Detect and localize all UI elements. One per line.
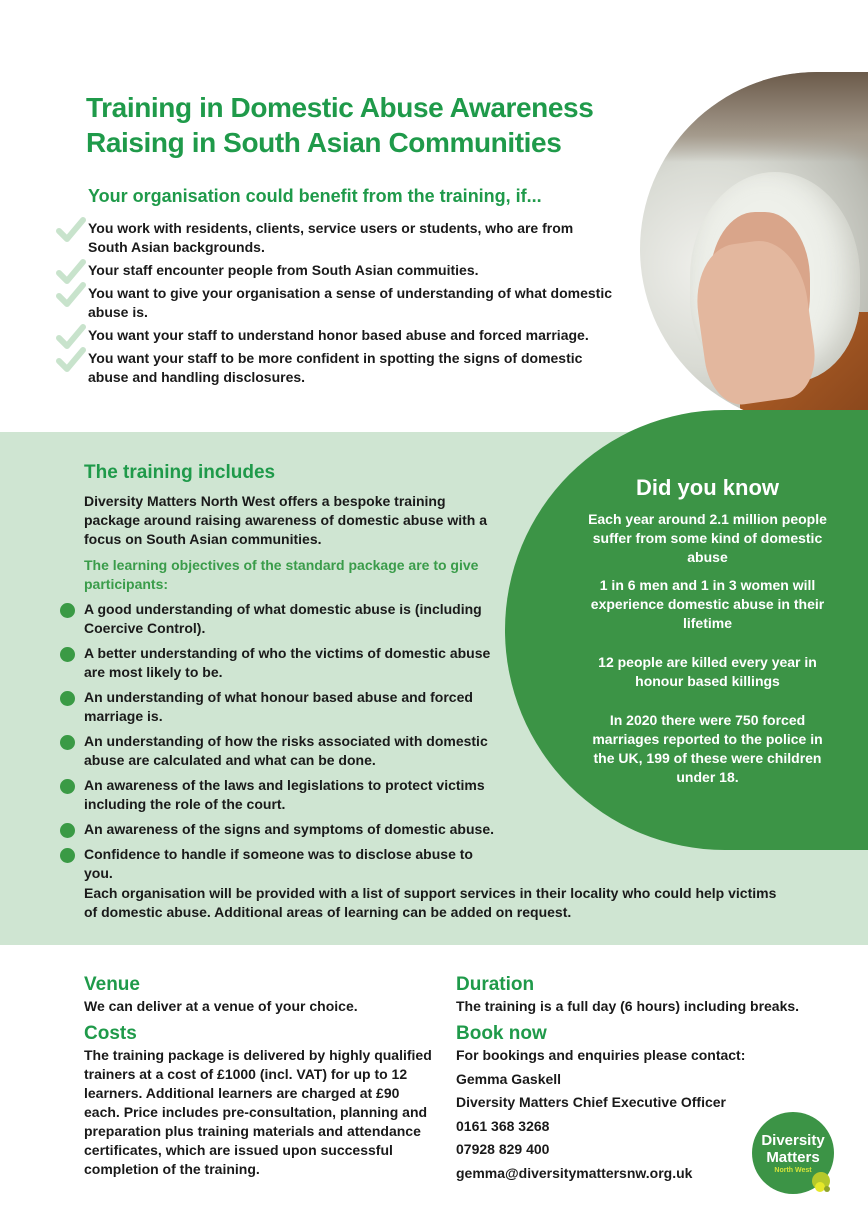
benefit-text: Your staff encounter people from South Asian commuities. (88, 262, 479, 278)
booking-lead: For bookings and enquiries please contact: (456, 1047, 746, 1063)
objective-text: A better understanding of who the victims of domestic abuse are most likely to be. (84, 645, 491, 680)
objective-item (60, 732, 500, 770)
objective-item (60, 845, 500, 883)
objective-item (60, 644, 500, 682)
did-you-know-panel (585, 474, 830, 796)
benefit-text: You want your staff to understand honor based abuse and forced marriage. (88, 327, 589, 343)
benefits-subtitle: Your organisation could benefit from the training, if... (88, 186, 542, 206)
contact-name: Gemma Gaskell (456, 1070, 562, 1087)
logo-text-line-2: Matters (766, 1149, 820, 1166)
did-you-know-title: Did you know (636, 475, 779, 500)
bullet-dot-icon (60, 779, 75, 794)
benefit-text: You want your staff to be more confident in spotting the signs of domestic abuse and handling disclosures. (88, 350, 583, 385)
contact-phone-landline[interactable]: 0161 368 3268 (456, 1117, 550, 1134)
diversity-matters-logo (752, 1112, 834, 1194)
venue-text: We can deliver at a venue of your choice. (84, 998, 358, 1014)
objective-text: A good understanding of what domestic abuse is (including Coercive Control). (84, 601, 482, 636)
check-icon (56, 217, 86, 243)
benefit-item (56, 284, 616, 322)
benefit-text: You work with residents, clients, service users or students, who are from South Asian backgrounds. (88, 220, 574, 255)
venue-heading: Venue (84, 974, 140, 995)
objective-text: An awareness of the signs and symptoms of domestic abuse. (84, 821, 494, 837)
objective-text: Confidence to handle if someone was to disclose abuse to you. (84, 846, 473, 881)
objective-item (60, 776, 500, 814)
title-line-2: Raising in South Asian Communities (86, 127, 562, 158)
bullet-dot-icon (60, 823, 75, 838)
fact-item: 12 people are killed every year in honour based killings (598, 654, 817, 689)
benefit-item (56, 349, 616, 387)
logo-text-line-3: North West (774, 1167, 812, 1174)
title-line-1: Training in Domestic Abuse Awareness (86, 92, 594, 123)
objectives-list (60, 600, 500, 889)
support-services-note: Each organisation will be provided with a list of support services in their locality who could help victims of domestic abuse. Additional areas of learning can be added on request. (84, 885, 777, 920)
bullet-dot-icon (60, 735, 75, 750)
contact-role: Diversity Matters Chief Executive Officer (456, 1094, 726, 1110)
photo-wall-shadow (640, 72, 868, 162)
bullet-dot-icon (60, 603, 75, 618)
check-icon (56, 347, 86, 373)
benefit-item (56, 326, 616, 345)
training-intro: Diversity Matters North West offers a bespoke training package around raising awareness of domestic abuse with a focus on South Asian communities. (84, 493, 488, 547)
venue-costs-column (84, 973, 434, 1179)
fact-item: Each year around 2.1 million people suffer from some kind of domestic abuse (588, 511, 827, 565)
training-includes-heading: The training includes (84, 462, 276, 483)
costs-text: The training package is delivered by highly qualified trainers at a cost of £1000 (incl. VAT) for up to 12 learners. Additional learners are charged at £90 each. Price includes pre-consultation, planning and preparation plus training materials and attendance certificates, which are issued upon successful completion of the training. (84, 1047, 432, 1177)
bullet-dot-icon (60, 647, 75, 662)
fact-item: 1 in 6 men and 1 in 3 women will experience domestic abuse in their lifetime (590, 577, 825, 631)
book-now-heading: Book now (456, 1023, 547, 1044)
objectives-lead: The learning objectives of the standard package are to give participants: (84, 557, 479, 592)
objective-item (60, 820, 500, 839)
bullet-dot-icon (60, 691, 75, 706)
benefit-item (56, 261, 616, 280)
benefit-item (56, 219, 616, 257)
duration-text: The training is a full day (6 hours) including breaks. (456, 998, 800, 1014)
duration-heading: Duration (456, 974, 535, 995)
objective-item (60, 688, 500, 726)
objective-text: An understanding of how the risks associated with domestic abuse are calculated and what can be done. (84, 733, 488, 768)
woman-in-distress-photo (640, 72, 868, 426)
logo-bubble-icon (824, 1186, 830, 1192)
contact-email[interactable]: gemma@diversitymattersnw.org.uk (456, 1164, 693, 1181)
fact-item: In 2020 there were 750 forced marriages reported to the police in the UK, 199 of these were children under 18. (592, 712, 823, 785)
bullet-dot-icon (60, 848, 75, 863)
objective-item (60, 600, 500, 638)
benefits-list (56, 219, 616, 391)
page-title (86, 90, 626, 160)
contact-phone-mobile[interactable]: 07928 829 400 (456, 1141, 550, 1157)
costs-heading: Costs (84, 1023, 137, 1044)
check-icon (56, 282, 86, 308)
objective-text: An awareness of the laws and legislations to protect victims including the role of the court. (84, 777, 485, 812)
benefit-text: You want to give your organisation a sense of understanding of what domestic abuse is. (88, 285, 613, 320)
logo-text-line-1: Diversity (761, 1132, 825, 1149)
objective-text: An understanding of what honour based abuse and forced marriage is. (84, 689, 473, 724)
